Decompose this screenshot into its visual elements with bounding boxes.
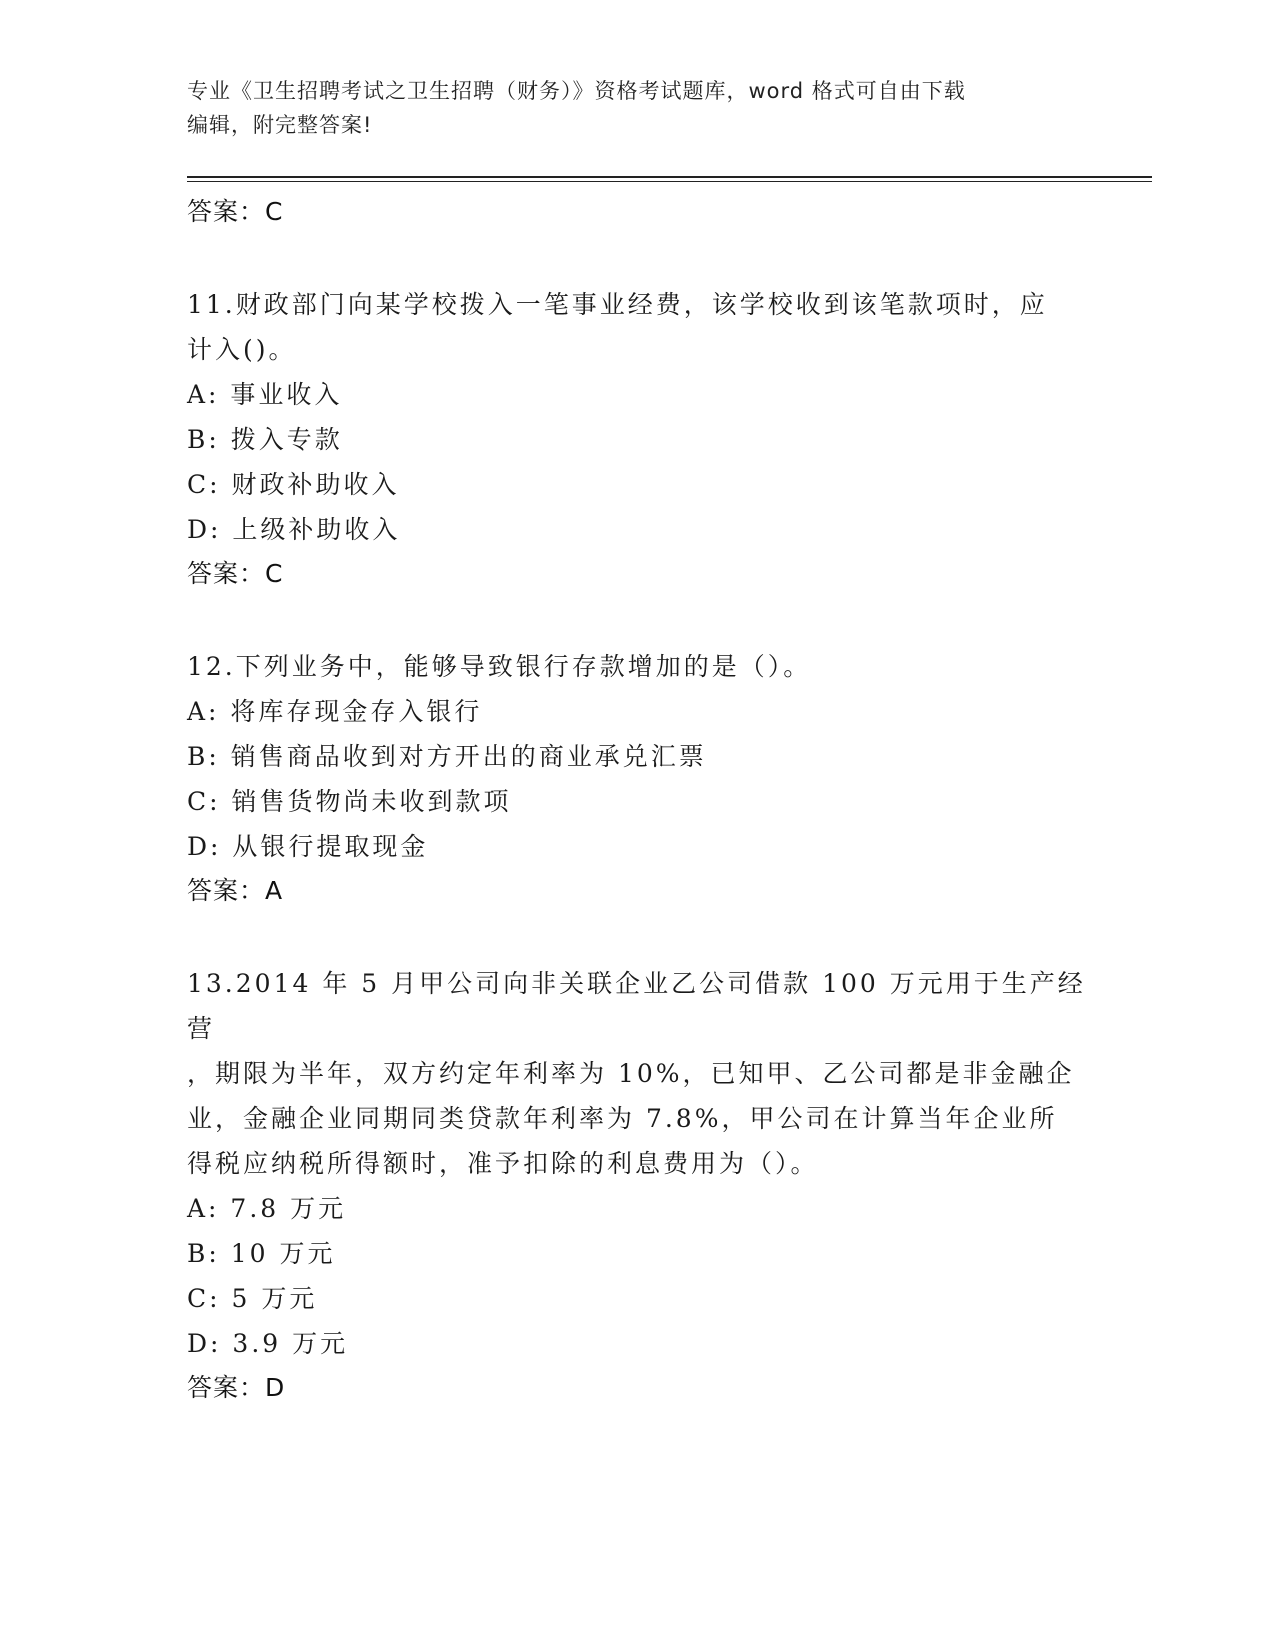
document-header <box>187 74 1087 142</box>
answer-line: 答案：C <box>187 197 284 226</box>
option-b: B: 销售商品收到对方开出的商业承兑汇票 <box>187 742 707 771</box>
header-line-2: 编辑，附完整答案! <box>187 113 373 137</box>
option-a: A: 将库存现金存入银行 <box>187 697 483 726</box>
option-c: C: 财政补助收入 <box>187 470 400 499</box>
option-d: D: 从银行提取现金 <box>187 832 429 861</box>
option-b: B: 拨入专款 <box>187 425 343 454</box>
question-stem-line: 得税应纳税所得额时，准予扣除的利息费用为（）。 <box>187 1149 819 1178</box>
question-stem-line: 13.2014 年 5 月甲公司向非关联企业乙公司借款 100 万元用于生产经营 <box>187 969 1086 1043</box>
question-stem-line: ，期限为半年，双方约定年利率为 10%，已知甲、乙公司都是非金融企 <box>187 1059 1075 1088</box>
option-a: A: 事业收入 <box>187 380 343 409</box>
option-a: A: 7.8 万元 <box>187 1194 347 1223</box>
option-d: D: 上级补助收入 <box>187 515 401 544</box>
question-13 <box>187 961 1087 1410</box>
document-body <box>187 190 1087 1410</box>
question-stem-line: 12.下列业务中，能够导致银行存款增加的是（）。 <box>187 652 812 681</box>
answer-line: 答案：A <box>187 876 284 905</box>
answer-line: 答案：D <box>187 1373 286 1402</box>
header-line-1: 专业《卫生招聘考试之卫生招聘（财务）》资格考试题库，word 格式可自由下载 <box>187 79 966 103</box>
question-11 <box>187 282 1087 596</box>
option-d: D: 3.9 万元 <box>187 1329 349 1358</box>
option-c: C: 销售货物尚未收到款项 <box>187 787 512 816</box>
question-stem-line: 计入()。 <box>187 335 297 364</box>
header-divider-thin <box>187 181 1152 182</box>
question-stem-line: 业，金融企业同期同类贷款年利率为 7.8%，甲公司在计算当年企业所 <box>187 1104 1058 1133</box>
option-c: C: 5 万元 <box>187 1284 318 1313</box>
option-b: B: 10 万元 <box>187 1239 336 1268</box>
answer-line: 答案：C <box>187 559 284 588</box>
header-divider-thick <box>187 176 1152 178</box>
question-12 <box>187 644 1087 913</box>
question-stem-line: 11.财政部门向某学校拨入一笔事业经费，该学校收到该笔款项时，应 <box>187 290 1048 319</box>
